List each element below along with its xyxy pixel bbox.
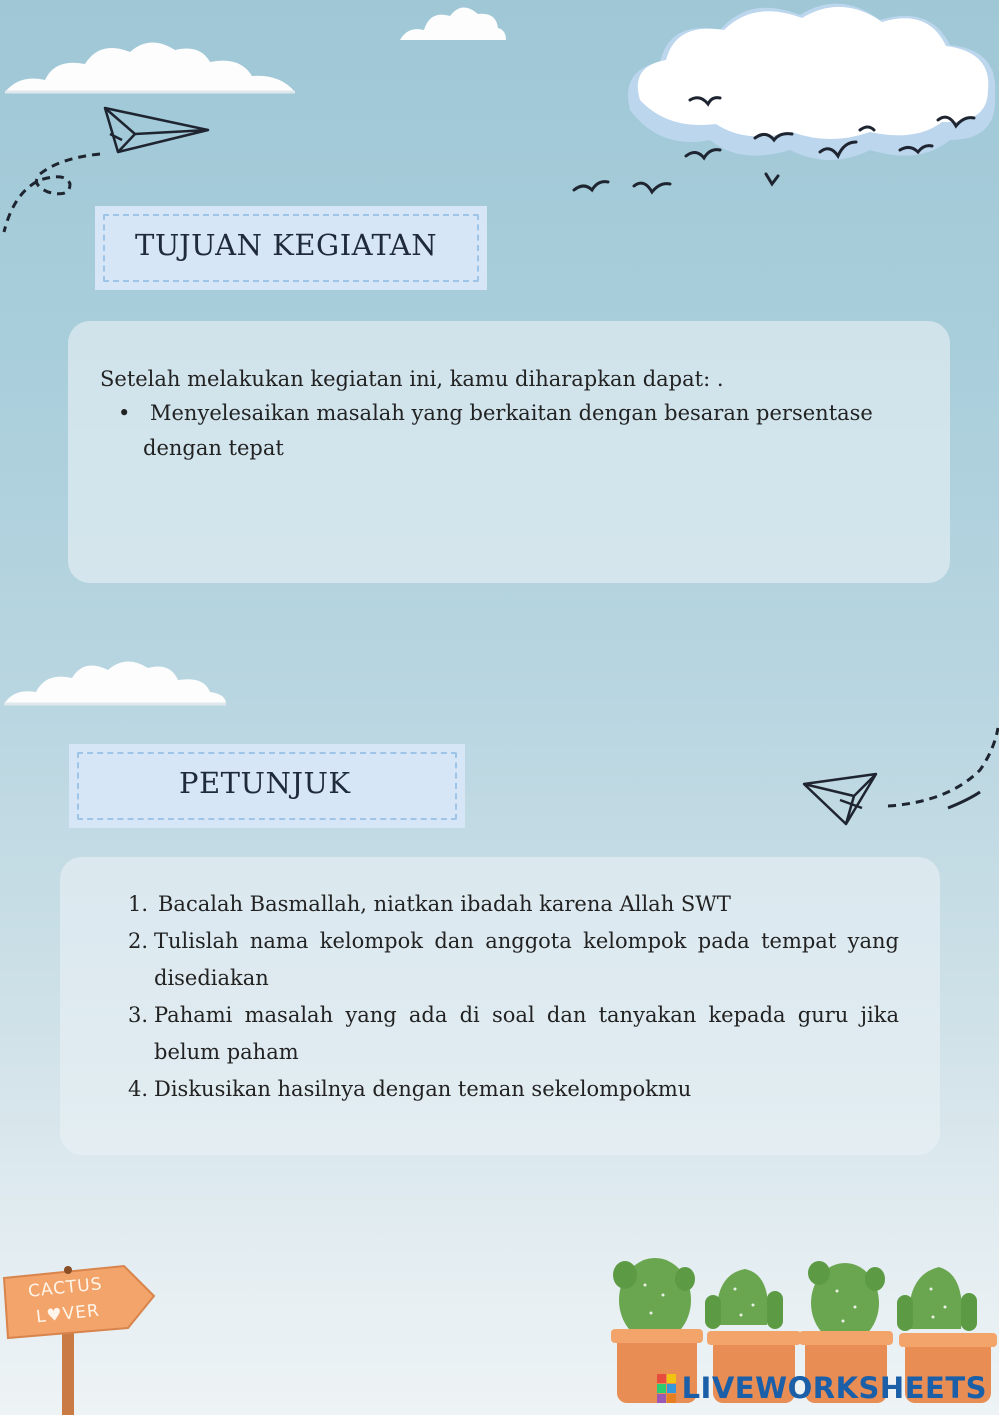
bullet-icon: • <box>118 401 131 425</box>
objective-text-line2: dengan tepat <box>143 436 284 460</box>
sign-text-line1: CACTUS <box>27 1274 104 1302</box>
liveworksheets-logo-icon <box>657 1374 676 1403</box>
list-item <box>128 997 899 1071</box>
list-item <box>128 1071 899 1108</box>
birds-icon <box>560 90 980 210</box>
step-number: 4. <box>128 1077 149 1101</box>
objectives-title-box <box>95 206 487 290</box>
step-number: 1. <box>128 892 149 916</box>
brand-text: LIVEWORKSHEETS <box>681 1371 987 1405</box>
step-number: 2. <box>128 929 149 953</box>
instructions-title: PETUNJUK <box>179 766 351 800</box>
step-number: 3. <box>128 1003 149 1027</box>
step-text: Pahami masalah yang ada di soal dan tanyakan kepada guru jika belum paham <box>154 1003 899 1064</box>
instructions-list <box>128 886 899 1108</box>
step-text: Tulislah nama kelompok dan anggota kelompok pada tempat yang disediakan <box>154 929 899 990</box>
objectives-intro: Setelah melakukan kegiatan ini, kamu diharapkan dapat: . <box>100 367 724 391</box>
liveworksheets-brand <box>657 1371 987 1405</box>
objective-text-line1: Menyelesaikan masalah yang berkaitan dengan besaran persentase <box>150 401 873 425</box>
cloud-middle-left <box>0 652 230 712</box>
instructions-title-box <box>69 744 465 828</box>
step-text: Bacalah Basmallah, niatkan ibadah karena Allah SWT <box>158 892 731 916</box>
list-item <box>128 923 899 997</box>
step-text: Diskusikan hasilnya dengan teman sekelompokmu <box>154 1077 692 1101</box>
objectives-bullet <box>118 396 908 466</box>
objectives-title: TUJUAN KEGIATAN <box>135 228 438 262</box>
paper-plane-icon <box>798 720 999 830</box>
cloud-top-small <box>398 0 508 44</box>
cactus-lover-sign <box>0 1252 160 1415</box>
sign-text-line2: L♥VER <box>35 1300 101 1328</box>
cloud-top-left <box>0 30 300 100</box>
list-item <box>128 886 899 923</box>
